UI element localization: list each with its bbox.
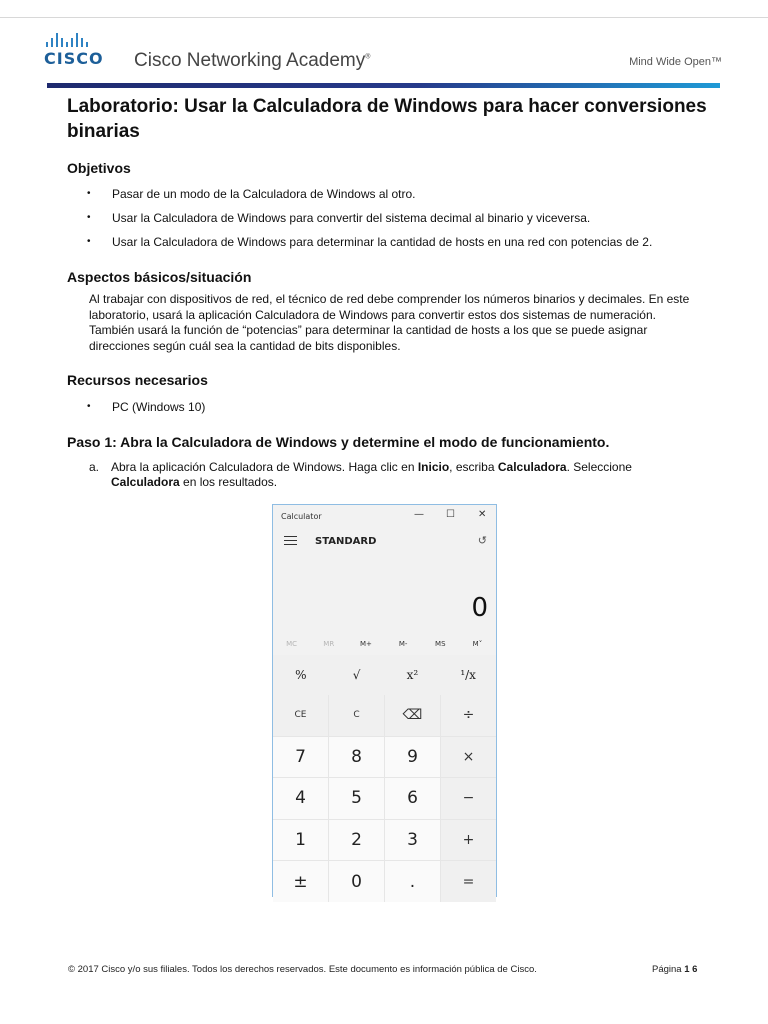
multiply-button[interactable]: × (441, 737, 496, 778)
digit-8-button[interactable]: 8 (329, 737, 384, 778)
aspectos-paragraph: Al trabajar con dispositivos de red, el técnico de red debe comprender los números binarios y decimales. En este laboratorio, usará la aplicación Calculadora de Windows para convertir estos dos sistemas de numeración. También usará la función de “potencias” para determinar la cantidad de hosts a los que se puede asignar direcciones según cuál sea la cantidad de bits disponibles. (89, 292, 690, 353)
heading-objetivos: Objetivos (67, 160, 131, 176)
calc-display (273, 555, 496, 633)
clear-entry-button[interactable]: CE (273, 695, 328, 736)
list-item: • Pasar de un modo de la Calculadora de Windows al otro. (87, 187, 652, 211)
divide-button[interactable]: ÷ (441, 695, 496, 736)
list-item: • Usar la Calculadora de Windows para convertir del sistema decimal al binario y viceversa. (87, 211, 652, 235)
add-button[interactable]: + (441, 820, 496, 861)
mem-recall-button[interactable]: MR (323, 640, 335, 648)
cisco-logo (44, 32, 104, 68)
mem-add-button[interactable]: M+ (359, 640, 372, 648)
function-row (273, 655, 496, 695)
digit-6-button[interactable]: 6 (385, 778, 440, 819)
heading-paso1: Paso 1: Abra la Calculadora de Windows y determine el modo de funcionamiento. (67, 434, 610, 450)
list-item: • PC (Windows 10) (87, 400, 205, 424)
page-title: Laboratorio: Usar la Calculadora de Windows para hacer conversiones binarias (67, 96, 707, 142)
sqrt-button[interactable]: √ (352, 668, 361, 682)
square-button[interactable]: x² (406, 668, 419, 682)
negate-button[interactable]: ± (273, 861, 328, 902)
header-rule (47, 83, 720, 88)
step-text: Abra la aplicación Calculadora de Windows. Haga clic en Inicio, escriba Calculadora. Seleccione Calculadora en los resultados. (111, 460, 632, 489)
digit-5-button[interactable]: 5 (329, 778, 384, 819)
backspace-button[interactable]: ⌫ (385, 695, 440, 736)
memory-row (273, 633, 496, 655)
digit-9-button[interactable]: 9 (385, 737, 440, 778)
mem-clear-button[interactable]: MC (286, 640, 298, 648)
reciprocal-button[interactable]: ¹/x (460, 668, 476, 682)
digit-7-button[interactable]: 7 (273, 737, 328, 778)
step-a (89, 460, 689, 489)
keypad (273, 695, 496, 902)
digit-2-button[interactable]: 2 (329, 820, 384, 861)
step-label: a. (89, 460, 100, 474)
cisco-word: CISCO (44, 49, 104, 68)
top-divider (0, 17, 768, 18)
heading-aspectos: Aspectos básicos/situación (67, 269, 252, 285)
display-value: 0 (471, 593, 488, 623)
calc-titlebar (273, 505, 496, 527)
calculator-screenshot (272, 504, 497, 897)
mem-store-button[interactable]: MS (435, 640, 446, 648)
percent-button[interactable]: % (295, 668, 307, 682)
calc-mode-label: STANDARD (315, 536, 377, 547)
decimal-button[interactable]: . (385, 861, 440, 902)
digit-1-button[interactable]: 1 (273, 820, 328, 861)
equals-button[interactable]: = (441, 861, 496, 902)
footer-page: Página 1 6 (652, 964, 698, 975)
hamburger-menu-icon[interactable] (284, 536, 297, 548)
digit-3-button[interactable]: 3 (385, 820, 440, 861)
minimize-icon[interactable]: — (414, 509, 424, 520)
mem-list-button[interactable]: M˅ (472, 640, 483, 648)
recursos-list (87, 400, 205, 424)
tagline: Mind Wide Open™ (629, 56, 722, 68)
digit-4-button[interactable]: 4 (273, 778, 328, 819)
brand-name: Cisco Networking Academy® (134, 50, 371, 71)
calc-header (273, 527, 496, 555)
maximize-icon[interactable]: ☐ (446, 509, 455, 520)
digit-0-button[interactable]: 0 (329, 861, 384, 902)
mem-subtract-button[interactable]: M- (398, 640, 408, 648)
calc-window-title: Calculator (281, 512, 322, 521)
footer-copyright: © 2017 Cisco y/o sus filiales. Todos los derechos reservados. Este documento es información pública de Cisco. (68, 964, 537, 975)
close-icon[interactable]: ✕ (478, 509, 487, 520)
cisco-bars-icon (46, 32, 104, 47)
clear-button[interactable]: C (329, 695, 384, 736)
heading-recursos: Recursos necesarios (67, 372, 208, 388)
list-item: • Usar la Calculadora de Windows para determinar la cantidad de hosts en una red con potencias de 2. (87, 235, 652, 259)
subtract-button[interactable]: − (441, 778, 496, 819)
history-icon[interactable]: ↺ (477, 534, 487, 547)
objetivos-list (87, 187, 652, 259)
